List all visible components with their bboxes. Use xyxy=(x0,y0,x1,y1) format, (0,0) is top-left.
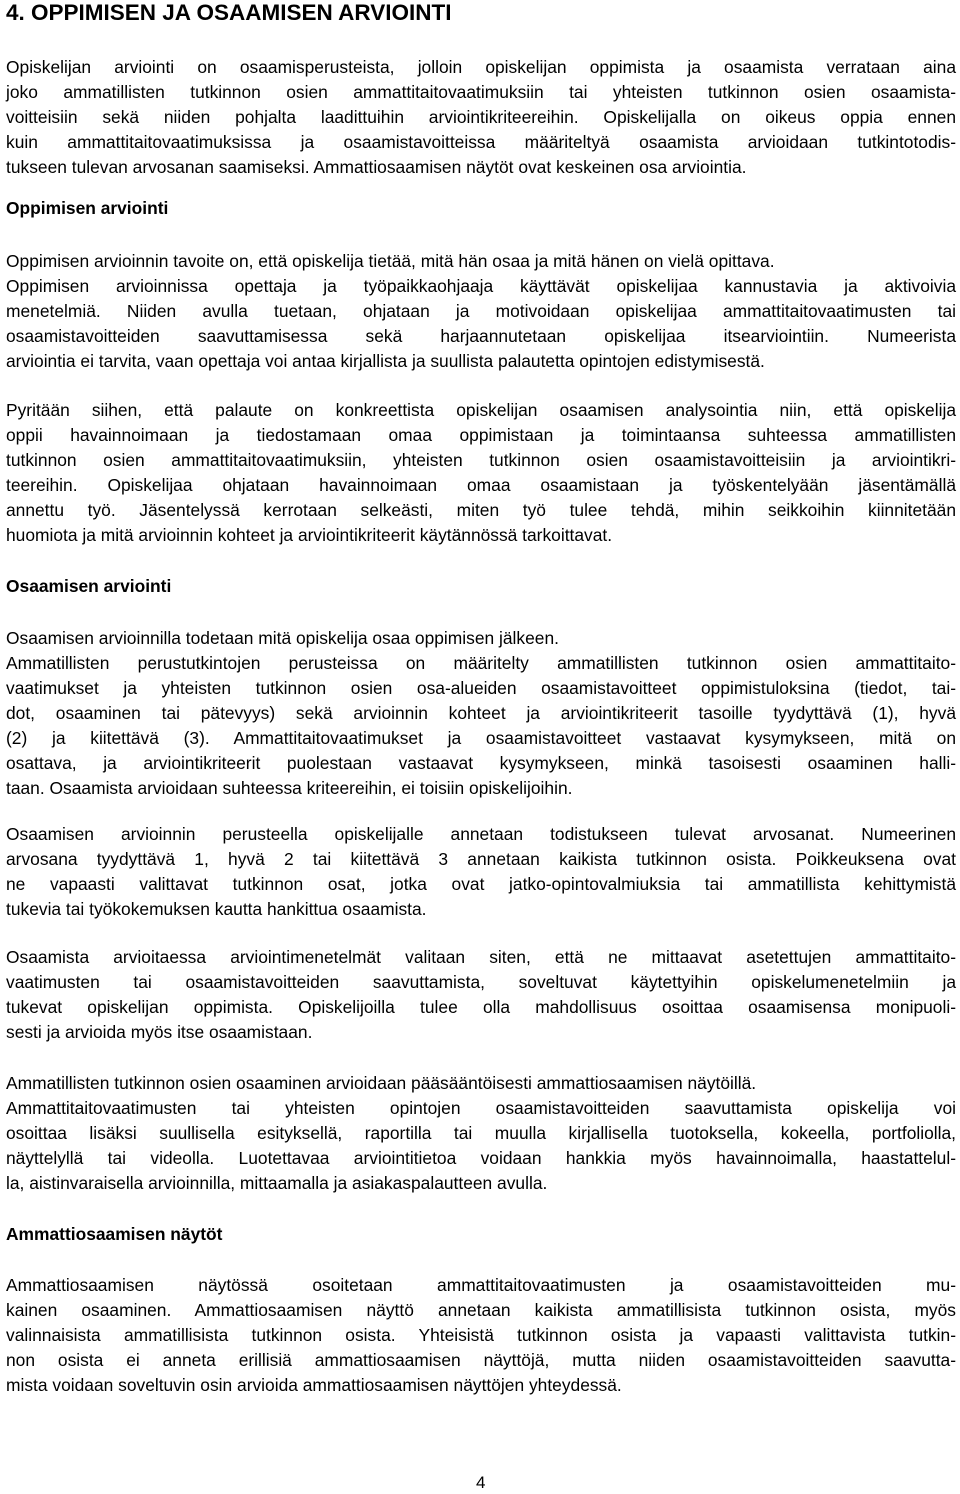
paragraph-line: dot, osaaminen tai pätevyys) sekä arvioinnin kohteet ja arviointikriteerit tasoille tyydyttävä (1), hyvä xyxy=(6,703,956,723)
document-page xyxy=(6,0,956,1494)
paragraph-line: ne vapaasti valittavat tutkinnon osat, jotka ovat jatko-opintovalmiuksia tai ammatillista kehittymistä xyxy=(6,874,956,894)
section-heading-oppimisen: Oppimisen arviointi xyxy=(6,198,169,218)
paragraph-line: sesti ja arvioida myös itse osaamistaan. xyxy=(6,1022,313,1042)
paragraph-line: osaamistavoitteiden saavuttamisessa sekä harjaannutetaan opiskelijaa itsearviointiin. Numeerista xyxy=(6,326,956,346)
paragraph-line: valinnaisista ammatillisista tutkinnon osista. Yhteisistä tutkinnon osista ja vapaasti valittavista tutkin- xyxy=(6,1325,956,1345)
paragraph-line: Pyritään siihen, että palaute on konkreettista opiskelijan osaamisen analysointia niin, että opiskelija xyxy=(6,400,956,420)
paragraph-line: (2) ja kiitettävä (3). Ammattitaitovaatimukset ja osaamistavoitteet vastaavat kysymykseen, mitä on xyxy=(6,728,956,748)
paragraph-line: menetelmiä. Niiden avulla tuetaan, ohjataan ja motivoidaan opiskelijaa ammattitaitovaatimusten tai xyxy=(6,301,956,321)
paragraph-line: la, aistinvaraisella arvioinnilla, mittaamalla ja asiakaspalautteen avulla. xyxy=(6,1173,548,1193)
intro-line: tukseen tulevan arvosanan saamiseksi. Ammattiosaamisen näytöt ovat keskeinen osa arviointia. xyxy=(6,157,747,177)
paragraph-line: Oppimisen arvioinnin tavoite on, että opiskelija tietää, mitä hän osaa ja mitä hänen on vielä opittava. xyxy=(6,251,775,271)
page-title: 4. OPPIMISEN JA OSAAMISEN ARVIOINTI xyxy=(6,0,452,25)
paragraph-line: Ammattitaitovaatimusten tai yhteisten opintojen osaamistavoitteiden saavuttamista opiskelija voi xyxy=(6,1098,956,1118)
paragraph-line: Osaamista arvioitaessa arviointimenetelmät valitaan siten, että ne mittaavat asetettujen ammattitaito- xyxy=(6,947,956,967)
paragraph-line: Ammattiosaamisen näytössä osoitetaan ammattitaitovaatimusten ja osaamistavoitteiden mu- xyxy=(6,1275,956,1295)
section-heading-naytot: Ammattiosaamisen näytöt xyxy=(6,1224,223,1244)
intro-line: voitteisiin sekä niiden pohjalta laadittuihin arviointikriteereihin. Opiskelijalla on oikeus oppia ennen xyxy=(6,107,956,127)
paragraph-line: Oppimisen arvioinnissa opettaja ja työpaikkaohjaaja käyttävät opiskelijaa kannustavia ja aktivoivia xyxy=(6,276,956,296)
paragraph-line: osoittaa lisäksi suullisella esityksellä, raportilla tai muulla kirjallisella tuotoksella, kokeella, portfoliolla, xyxy=(6,1123,956,1143)
paragraph-line: non osista ei anneta erillisiä ammattiosaamisen näyttöjä, mutta niiden osaamistavoitteiden saavutta- xyxy=(6,1350,956,1370)
paragraph-line: arviointia ei tarvita, vaan opettaja voi antaa kirjallista ja suullista palautetta opintojen edistymisestä. xyxy=(6,351,765,371)
paragraph-line: oppii havainnoimaan ja tiedostamaan omaa oppimistaan ja toimintaansa suhteessa ammatillisten xyxy=(6,425,956,445)
paragraph-line: Ammatillisten tutkinnon osien osaaminen arvioidaan pääsääntöisesti ammattiosaamisen näytöillä. xyxy=(6,1073,757,1093)
paragraph-line: mista voidaan soveltuvin osin arvioida ammattiosaamisen näyttöjen yhteydessä. xyxy=(6,1375,622,1395)
paragraph-line: osattava, ja arviointikriteerit puolestaan vastaavat kysymykseen, minkä tasoisesti osaaminen halli- xyxy=(6,753,956,773)
paragraph-line: tukevat opiskelijan oppimista. Opiskelijoilla tulee olla mahdollisuus osoittaa osaamisensa monipuoli- xyxy=(6,997,956,1017)
paragraph-line: näyttelyllä tai videolla. Luotettavaa arviointitietoa voidaan hankkia myös havainnoimalla, haastattelul- xyxy=(6,1148,956,1168)
paragraph-line: tutkinnon osien ammattitaitovaatimuksiin, yhteisten tutkinnon osien osaamistavoitteisiin ja arviointikri- xyxy=(6,450,956,470)
intro-line: joko ammatillisten tutkinnon osien ammattitaitovaatimuksiin tai yhteisten tutkinnon osien osaamista- xyxy=(6,82,956,102)
paragraph-line: annettu työ. Jäsentelyssä kerrotaan selkeästi, miten työ tulee tehdä, mihin seikkoihin kiinnitetään xyxy=(6,500,956,520)
paragraph-line: tukevia tai työkokemuksen kautta hankittua osaamista. xyxy=(6,899,427,919)
paragraph-line: huomiota ja mitä arvioinnin kohteet ja arviointikriteerit käytännössä tarkoittavat. xyxy=(6,525,613,545)
paragraph-line: Osaamisen arvioinnin perusteella opiskelijalle annetaan todistukseen tulevat arvosanat. Numeerinen xyxy=(6,824,956,844)
paragraph-line: Osaamisen arvioinnilla todetaan mitä opiskelija osaa oppimisen jälkeen. xyxy=(6,628,559,648)
page-number: 4 xyxy=(476,1473,486,1492)
paragraph-line: vaatimukset ja yhteisten tutkinnon osien osa-alueiden osaamistavoitteet oppimistuloksina (tiedot, tai- xyxy=(6,678,956,698)
intro-line: Opiskelijan arviointi on osaamisperusteista, jolloin opiskelijan oppimista ja osaamista verrataan aina xyxy=(6,57,956,77)
paragraph-line: teereihin. Opiskelijaa ohjataan havainnoimaan omaa osaamistaan ja työskentelyään jäsentämällä xyxy=(6,475,956,495)
paragraph-line: kainen osaaminen. Ammattiosaamisen näyttö annetaan kaikista ammatillisista tutkinnon osista, myös xyxy=(6,1300,956,1320)
section-heading-osaamisen: Osaamisen arviointi xyxy=(6,576,172,596)
intro-line: kuin ammattitaitovaatimuksissa ja osaamistavoitteissa määriteltyä osaamista arvioidaan tutkintotodis- xyxy=(6,132,956,152)
paragraph-line: taan. Osaamista arvioidaan suhteessa kriteereihin, ei toisiin opiskelijoihin. xyxy=(6,778,573,798)
paragraph-line: arvosana tyydyttävä 1, hyvä 2 tai kiitettävä 3 annetaan kaikista tutkinnon osista. Poikkeuksena ovat xyxy=(6,849,956,869)
paragraph-line: Ammatillisten perustutkintojen perusteissa on määritelty ammatillisten tutkinnon osien ammattitaito- xyxy=(6,653,956,673)
paragraph-line: vaatimusten tai osaamistavoitteiden saavuttamista, soveltuvat käytettyihin opiskelumenetelmiin ja xyxy=(6,972,956,992)
